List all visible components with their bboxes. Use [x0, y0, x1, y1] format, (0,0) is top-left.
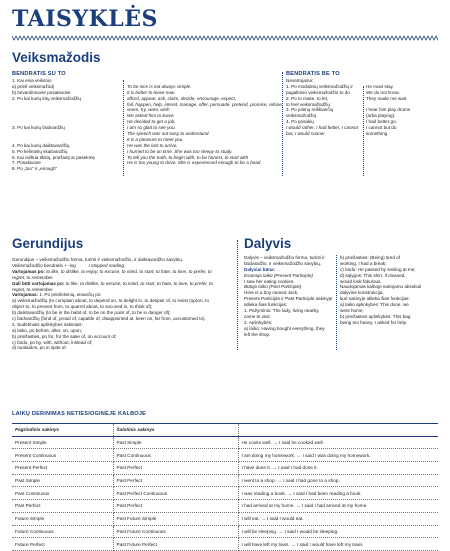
table-cell: Present Perfect: [12, 462, 113, 475]
reported-speech: I said I would have left my town.: [297, 541, 364, 547]
example-cell: [238, 449, 438, 462]
text-line: 1. Po modalinių veiksmažodžių ir: [286, 83, 353, 89]
text-line: 4. Po posakių: [286, 119, 314, 125]
direct-speech: I was reading a book.: [241, 490, 287, 496]
direct-speech: I am doing my homework.: [241, 452, 296, 458]
text-line: We do not know.: [366, 89, 400, 95]
reported-speech: I said I had gone to a shop.: [283, 478, 340, 484]
example-cell: [238, 525, 438, 538]
text-line: came to visit.: [244, 313, 271, 319]
table-cell: Past Simple: [12, 474, 113, 487]
column-divider: [237, 240, 238, 350]
page-title: TAISYKLĖS: [12, 6, 158, 32]
text-line: would look fabulous.: [340, 278, 382, 284]
text-line: fail, happen, help, intend, manage, offer, persuade, pretend, promise, refuse,: [127, 101, 284, 107]
veiksmazodis-heading: Veiksmažodis: [12, 50, 101, 65]
table-cell: Past Continuous: [113, 449, 238, 462]
gerundijus-body: [12, 257, 226, 351]
text-line: I had better go.: [366, 119, 397, 125]
text-line: b) priežasties aplinkybės: This bag: [340, 313, 411, 319]
arrow-right-icon: →: [271, 440, 280, 446]
gerundijus-used-after: Vartojamas po: to like, to dislike, to enjoy, to excuse, to mind, to start, to hate, to love, to prefer, to regret, to remember.: [12, 268, 212, 280]
text-line: Present Participle ir Past Participle sakinyje: [244, 296, 333, 302]
column-divider: [123, 80, 124, 176]
table-cell: Past Simple: [113, 436, 238, 449]
table-row: [12, 500, 438, 513]
text-line: c) būdo, po by, with, without, instead of;: [12, 339, 93, 345]
text-line: Dalyviai būna:: [244, 266, 276, 272]
direct-speech: I will be sleeping.: [241, 528, 278, 534]
text-line: to feel veiksmažodžių: [286, 101, 330, 107]
text-line: Here is a boy named Jack.: [244, 290, 299, 296]
be-to-rules-list: [286, 78, 358, 137]
table-cell: Past Future Perfect: [113, 538, 238, 551]
table-cell: Past Perfect: [113, 500, 238, 513]
text-line: b) priežasties, po for, for the sake of, on account of;: [12, 333, 117, 339]
table-cell: Present Simple: [12, 436, 113, 449]
example-cell: [238, 512, 438, 525]
direct-speech: He cooks well.: [241, 440, 272, 446]
text-line: a) veiksmažodžių (to complain about, to depend on, to delight in, to despair of, to insist (up)on, to: [12, 298, 209, 304]
reported-speech: I said I would eat.: [267, 516, 304, 522]
column-header: Pagrindinis sakinys: [12, 424, 113, 437]
bendratis-su-to-label: BENDRATIS SU TO: [12, 71, 66, 77]
text-line: (arba playing).: [366, 113, 396, 119]
text-line: He was the last to arrive.: [127, 142, 178, 148]
text-line: 1. Pažyminio: The lady, living nearby,: [244, 308, 320, 314]
text-line: 3. Po jutimų reiškiančių: [286, 107, 334, 113]
table-row: [12, 449, 438, 462]
reported-speech: I said I had done it.: [278, 465, 318, 471]
text-line: 2. Po kai kurių kitų veiksmažodžių: [12, 95, 81, 101]
text-line: To tell you the truth, to begin with, to be honest, to start with: [127, 154, 249, 160]
text-line: Naudojamas kalboje vartojamu absoliuti: [340, 284, 422, 290]
text-line: working, I had a break;: [340, 260, 387, 266]
gerundijus-formula: Veiksmažodžio bendratis + -ing I stopped reading.: [12, 262, 126, 268]
text-line: I hear him play drums: [366, 107, 411, 113]
table-row: [12, 474, 438, 487]
text-line: c) būdvardžių (fond of, proud of, capable of, disappointed at, keen on, far from, accustomed to).: [12, 316, 206, 322]
text-line: Būtojo laiko (Past Participle): [244, 284, 302, 290]
text-line: Dalyvis – veiksmažodžio forma, turinti ir: [244, 255, 325, 260]
example-cell: [238, 487, 438, 500]
direct-speech: I went to a shop.: [241, 478, 276, 484]
text-line: I am so glad to see you.: [127, 125, 176, 131]
text-line: a) laiko: Having bought everything, they: [244, 325, 325, 331]
text-line: b) bevardiniuose posakiuose: [12, 89, 71, 95]
table-cell: Past Future Simple: [113, 512, 238, 525]
text-line: They made me wait.: [366, 95, 408, 101]
example-cell: [238, 436, 438, 449]
text-line: 3. Po kai kurių būdvardžių: [12, 125, 65, 131]
text-line: 5. Po kelintinių skaitvardžių: [12, 148, 68, 154]
text-line: dalyvinė konstrukcija,: [340, 290, 384, 296]
text-line: It is better to leave now.: [127, 89, 176, 95]
arrow-right-icon: →: [275, 478, 284, 484]
text-line: I cannot but do: [366, 125, 397, 131]
table-cell: Future Continuous: [12, 525, 113, 538]
example-cell: [238, 462, 438, 475]
arrow-right-icon: →: [270, 465, 279, 471]
example-cell: [238, 538, 438, 551]
column-divider: [336, 255, 337, 350]
table-row: [12, 512, 438, 525]
text-line: veiksmažodžių: [286, 113, 317, 119]
example-cell: [238, 500, 438, 513]
text-line: He is too young to drive. She is experienced enough to be a head: [127, 160, 261, 166]
text-line: 2. Po to make, to let,: [286, 95, 329, 101]
column-divider: [363, 86, 364, 176]
arrow-right-icon: →: [286, 490, 294, 496]
column-divider: [282, 72, 283, 176]
text-line: but, I would sooner: [286, 131, 325, 137]
gerundijus-rules-list: [12, 298, 226, 351]
reported-speech: I said I had been reading a book.: [293, 490, 362, 496]
to-examples-list: [127, 78, 283, 172]
text-line: d) nuolaidos, po in spite of.: [12, 345, 67, 351]
text-line: Esamojo laiko (Present Participle): [244, 272, 313, 278]
text-line: It is a pleasure to meet you.: [127, 136, 184, 142]
table-cell: Past Perfect: [113, 462, 238, 475]
arrow-right-icon: →: [294, 503, 302, 509]
be-to-examples-list: [366, 78, 410, 137]
text-line: 8. Po „too" ir „enough": [12, 166, 58, 172]
text-line: 1. Kai eina veiksnio: [12, 78, 52, 83]
table-cell: Past Continuous: [12, 487, 113, 500]
text-line: atlieka šias funkcijas:: [244, 302, 288, 308]
text-line: b) priežasties: (Being) tired of: [340, 255, 400, 260]
text-line: The speech was not easy to understand.: [127, 131, 210, 137]
text-line: [127, 166, 283, 172]
dalyvis-heading: Dalyvis: [244, 236, 292, 251]
table-cell: Past Perfect Continuous: [113, 487, 238, 500]
text-line: d) sąlygos: This shirt, if cleaned,: [340, 272, 406, 278]
gerundijus-definition: Gerundijus – veiksmažodžio forma, turinti ir veiksmažodžio, ir daiktavardžio savybių.: [12, 257, 184, 262]
text-line: pagalbinio veiksmažodžio to do: [286, 89, 350, 95]
text-line: seem, try, want, wish: [127, 107, 170, 113]
table-cell: Present Continuous: [12, 449, 113, 462]
text-line: b) daiktavardžių (to be in the habit of, to be on the point of, to be in danger of);: [12, 310, 171, 316]
dalyvis-left-list: [244, 255, 332, 337]
text-line: We asked him to leave.: [127, 113, 175, 119]
text-line: 2. Aplinkybės:: [244, 319, 273, 325]
zigzag-divider: [12, 34, 438, 42]
table-header-row: [12, 424, 438, 437]
text-line: afford, appear, ask, claim, decide, encourage, expect,: [127, 95, 237, 101]
table-cell: Past Perfect: [12, 500, 113, 513]
tense-table-heading: LAIKŲ DERINIMAS NETIESIOGINĖJE KALBOJE: [12, 411, 147, 417]
gerundijus-usage: Vartojamas: 1. Po prielinksnių, einančių po:: [12, 292, 102, 298]
table-cell: Future Perfect: [12, 538, 113, 551]
text-line: being too heavy, I asked for help.: [340, 319, 408, 325]
text-line: I saw her eating cookies.: [244, 278, 295, 284]
text-line: went home;: [340, 308, 364, 314]
reported-speech: I said I would be sleeping.: [284, 528, 339, 534]
reported-speech: I said he cooked well.: [279, 440, 324, 446]
text-line: a) laiko, po before, after, on, upon;: [12, 327, 82, 333]
table-row: [12, 487, 438, 500]
table-cell: Past Perfect: [113, 474, 238, 487]
arrow-right-icon: →: [289, 541, 297, 547]
direct-speech: I will have left my town.: [241, 541, 290, 547]
arrow-right-icon: →: [259, 516, 268, 522]
bendratis-be-to-label: BENDRATIS BE TO: [286, 71, 340, 77]
text-line: 7. Posakiuose: [12, 160, 41, 166]
direct-speech: I will eat.: [241, 516, 260, 522]
to-rules-list: [12, 78, 95, 172]
arrow-right-icon: →: [295, 452, 303, 458]
direct-speech: I had arrived at my home.: [241, 503, 295, 509]
text-line: left the shop.: [244, 331, 271, 337]
gerundijus-heading: Gerundijus: [12, 236, 84, 251]
text-line: a) prieš veiksmažodį: [12, 83, 54, 89]
table-row: [12, 538, 438, 551]
text-line: He must stay.: [366, 83, 394, 89]
text-line: 2. Sudėtiniais aplinkybės sakiniais:: [12, 321, 83, 327]
text-line: c) būdo: He passed by smiling at me;: [340, 266, 416, 272]
arrow-right-icon: →: [277, 528, 285, 534]
text-line: He decided to get a job.: [127, 119, 176, 125]
table-cell: Future Simple: [12, 512, 113, 525]
tense-table: [12, 423, 438, 551]
reported-speech: I said I had arrived at my home.: [301, 503, 368, 509]
column-header: [238, 424, 438, 437]
text-line: 6. Kai reiškia tikslą, priežastį ar pasekmę: [12, 154, 95, 160]
table-row: [12, 436, 438, 449]
reported-speech: I said I was doing my homework.: [302, 452, 371, 458]
text-line: a) laiko aplinkybės: This done, we: [340, 302, 409, 308]
text-line: Nevartojama:: [286, 78, 314, 83]
table-row: [12, 462, 438, 475]
table-cell: Past Future Continuous: [113, 525, 238, 538]
text-line: To be nice is not always simple.: [127, 83, 192, 89]
text-line: būdvardžio, ir veiksmažodžio savybių.: [244, 260, 322, 266]
example-cell: [238, 474, 438, 487]
text-line: object to, to prevent from, to quarrel about, to succeed in, to think of);: [12, 304, 153, 310]
table-row: [12, 525, 438, 538]
text-line: I hurried to be on time. She was too sleepy to study.: [127, 148, 233, 154]
dalyvis-right-list: [340, 255, 421, 326]
text-line: I would rather, I had better, I cannot: [286, 125, 359, 131]
text-line: something.: [366, 131, 389, 137]
gerundijus-may-be-used-after: Gali būti vartojamas po: to like, to dislike, to excuse, to mind, to start, to hate, to love, to prefer, to regret, to remember.: [12, 280, 213, 292]
text-line: 4. Po kai kurių daiktavardžių: [12, 142, 70, 148]
direct-speech: I have done it.: [241, 465, 271, 471]
text-line: kuri sakinyje atlieka šias funkcijas:: [340, 296, 410, 302]
column-header: Šalutinis sakinys: [113, 424, 238, 437]
